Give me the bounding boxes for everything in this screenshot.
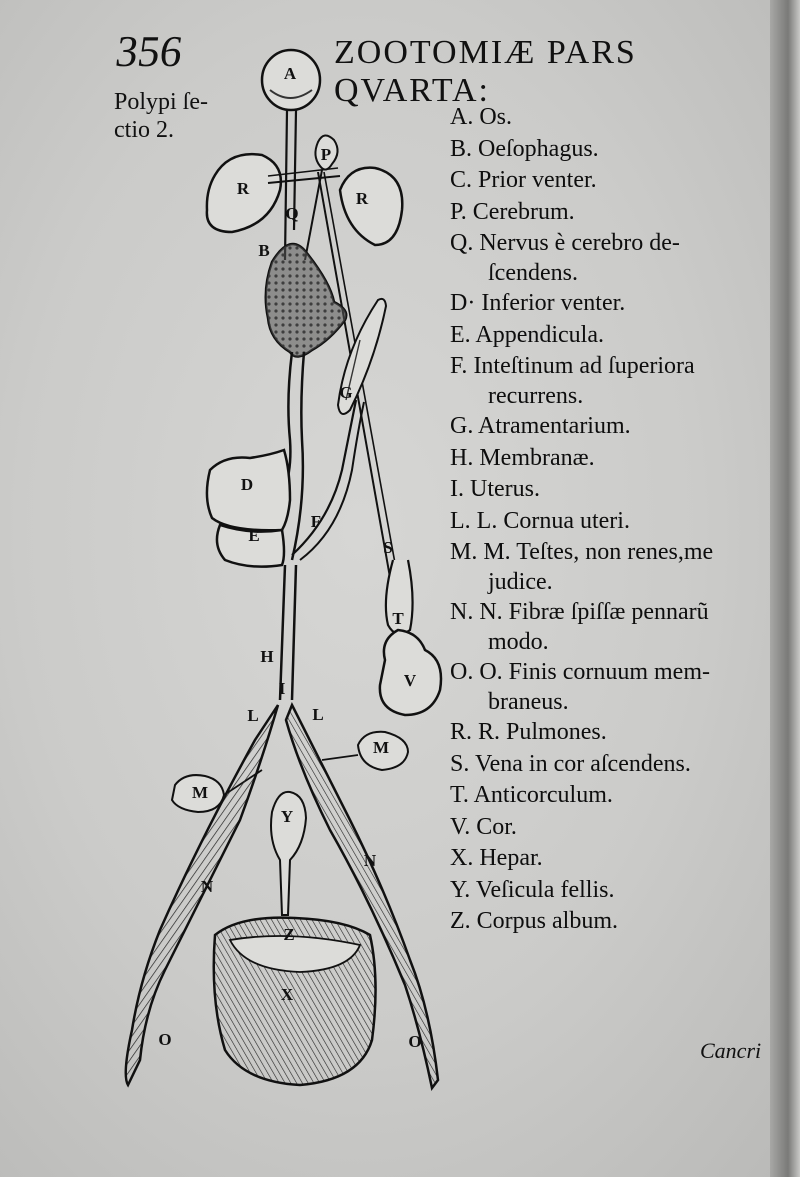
legend-entry: F. Inteſtinum ad ſuperiora recurrens.: [450, 353, 695, 409]
figure-label-o1: O: [158, 1030, 172, 1049]
figure-label-x: X: [280, 985, 294, 1004]
figure-label-m2: M: [372, 738, 390, 757]
figure-label-h: H: [260, 647, 274, 666]
legend-entry: B. Oeſophagus.: [450, 135, 599, 162]
figure-label-g: G: [339, 383, 353, 402]
figure-label-y: Y: [280, 807, 294, 826]
legend-entry: Q. Nervus è cerebro de- ſcendens.: [450, 230, 680, 286]
figure-label-d: D: [240, 475, 254, 494]
figure-label-n1: N: [200, 877, 214, 896]
organ-s-t-v-heart: [380, 560, 441, 715]
legend-entry: H. Membranæ.: [450, 444, 595, 471]
figure-label-t: T: [392, 609, 404, 628]
figure-label-p: P: [320, 145, 332, 164]
figure-label-m1: M: [191, 783, 209, 802]
legend-entry: T. Anticorculum.: [450, 782, 613, 808]
figure-label-e: E: [248, 526, 260, 545]
figure-legend: [450, 102, 760, 938]
caption-line-1: Polypi ſe-: [114, 89, 208, 115]
legend-entry: G. Atramentarium.: [450, 413, 631, 439]
legend-entry: R. R. Pulmones.: [450, 719, 607, 745]
figure-label-b: B: [258, 241, 270, 260]
page-number: 356: [112, 27, 186, 76]
legend-entry: V. Cor.: [450, 813, 517, 840]
figure-label-f: F: [310, 512, 322, 531]
figure-label-s: S: [383, 538, 393, 557]
figure-label-n2: N: [363, 851, 377, 870]
legend-entry: X. Hepar.: [450, 845, 543, 871]
legend-entry: A. Os.: [450, 104, 513, 130]
figure-label-r2: R: [355, 189, 369, 208]
legend-entry: D· Inferior venter.: [450, 290, 626, 316]
legend-entry: S. Vena in cor aſcendens.: [450, 750, 691, 777]
legend-entry: L. L. Cornua uteri.: [450, 507, 630, 534]
figure-label-z: Z: [283, 925, 295, 944]
legend-entry: P. Cerebrum.: [450, 198, 575, 225]
figure-label-q: Q: [285, 204, 299, 223]
figure-label-a: A: [283, 64, 297, 83]
figure-label-r1: R: [236, 179, 250, 198]
legend-entry: O. O. Finis cornuum mem- braneus.: [450, 659, 710, 715]
figure-label-v: V: [403, 671, 417, 690]
figure-label-i: I: [278, 679, 286, 698]
running-title: ZOOTOMIÆ PARS QVARTA:: [334, 34, 637, 109]
legend-entry: M. M. Teſtes, non renes,me judice.: [450, 539, 714, 595]
legend-entry: Y. Veſicula fellis.: [450, 876, 615, 903]
figure-label-l1: L: [247, 706, 259, 725]
legend-entry: Z. Corpus album.: [450, 908, 618, 934]
caption-line-2: ctio 2.: [114, 117, 174, 143]
organ-r-lungs: [207, 154, 402, 245]
legend-entry: N. N. Fibræ ſpiſſæ pennarũ modo.: [450, 599, 709, 655]
figure-label-l2: L: [312, 705, 324, 724]
catchword: Cancri: [700, 1038, 762, 1063]
figure-label-o2: O: [408, 1032, 422, 1051]
organ-d-e-lower-stomach: [207, 450, 290, 567]
legend-entry: C. Prior venter.: [450, 167, 597, 193]
legend-entry: E. Appendicula.: [450, 321, 604, 348]
legend-entry: I. Uterus.: [450, 476, 540, 502]
